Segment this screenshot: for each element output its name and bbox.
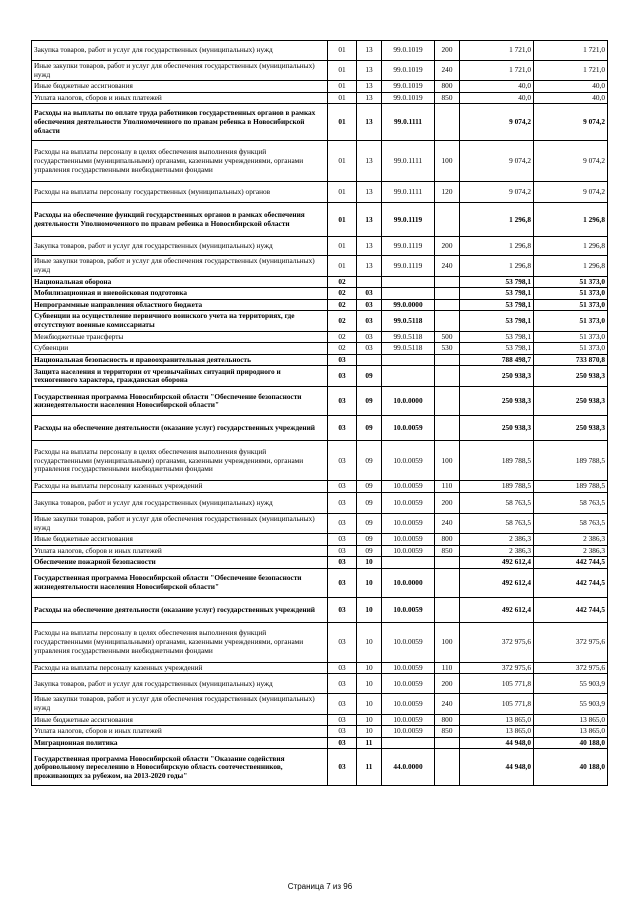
row-expense-type: 110: [435, 662, 460, 674]
row-amount-2: 55 903,9: [534, 674, 608, 694]
row-amount-1: 44 948,0: [460, 749, 534, 786]
row-target-code: [382, 354, 435, 366]
row-amount-2: 58 763,5: [534, 492, 608, 513]
table-row: [32, 311, 608, 331]
row-amount-2: 250 938,3: [534, 366, 608, 387]
row-expense-type: 500: [435, 331, 460, 343]
row-target-code: 10.0.0000: [382, 568, 435, 597]
row-target-code: 99.0.5118: [382, 343, 435, 355]
row-target-code: 99.0.1019: [382, 81, 435, 93]
row-subsection: [357, 276, 382, 288]
row-amount-2: 1 296,8: [534, 203, 608, 237]
row-amount-2: 733 870,8: [534, 354, 608, 366]
row-amount-1: 492 612,4: [460, 597, 534, 622]
row-target-code: 10.0.0059: [382, 726, 435, 738]
row-expense-type: 800: [435, 81, 460, 93]
row-subsection: 13: [357, 237, 382, 256]
row-section: 03: [328, 366, 357, 387]
row-name: Закупка товаров, работ и услуг для государственных (муниципальных) нужд: [32, 492, 328, 513]
table-row: [32, 256, 608, 276]
row-section: 03: [328, 545, 357, 557]
row-amount-2: 9 074,2: [534, 182, 608, 203]
row-target-code: 99.0.0000: [382, 299, 435, 311]
row-name: Непрограммные направления областного бюджета: [32, 299, 328, 311]
row-amount-1: 372 975,6: [460, 662, 534, 674]
row-target-code: 10.0.0059: [382, 714, 435, 726]
row-subsection: 13: [357, 61, 382, 81]
row-section: 01: [328, 141, 357, 182]
row-section: 02: [328, 299, 357, 311]
table-row: [32, 276, 608, 288]
row-subsection: 10: [357, 622, 382, 662]
row-target-code: 10.0.0059: [382, 597, 435, 622]
row-name: Расходы на выплаты персоналу казенных учреждений: [32, 662, 328, 674]
row-target-code: 10.0.0059: [382, 622, 435, 662]
row-subsection: 13: [357, 256, 382, 276]
row-subsection: 09: [357, 492, 382, 513]
row-amount-1: 1 721,0: [460, 41, 534, 61]
table-row: [32, 481, 608, 493]
row-amount-2: 51 373,0: [534, 343, 608, 355]
row-subsection: 10: [357, 694, 382, 714]
row-subsection: 09: [357, 534, 382, 546]
row-amount-1: 105 771,8: [460, 674, 534, 694]
row-amount-1: 2 386,3: [460, 534, 534, 546]
row-section: 01: [328, 104, 357, 141]
row-section: 03: [328, 714, 357, 726]
row-expense-type: 800: [435, 714, 460, 726]
row-amount-1: 1 296,8: [460, 237, 534, 256]
row-expense-type: 850: [435, 545, 460, 557]
row-name: Расходы на обеспечение деятельности (оказание услуг) государственных учреждений: [32, 416, 328, 441]
row-subsection: 09: [357, 416, 382, 441]
row-amount-2: 372 975,6: [534, 622, 608, 662]
table-row: [32, 92, 608, 104]
row-amount-2: 51 373,0: [534, 299, 608, 311]
table-row: [32, 674, 608, 694]
row-amount-1: 53 798,1: [460, 276, 534, 288]
row-subsection: 09: [357, 545, 382, 557]
row-amount-2: 40,0: [534, 92, 608, 104]
row-target-code: 10.0.0059: [382, 481, 435, 493]
row-subsection: 10: [357, 674, 382, 694]
table-row: [32, 387, 608, 416]
row-expense-type: [435, 203, 460, 237]
row-amount-1: 9 074,2: [460, 141, 534, 182]
table-row: [32, 545, 608, 557]
row-subsection: 11: [357, 749, 382, 786]
row-amount-2: 51 373,0: [534, 276, 608, 288]
row-target-code: 99.0.1119: [382, 203, 435, 237]
row-target-code: [382, 737, 435, 749]
table-row: [32, 416, 608, 441]
row-expense-type: [435, 354, 460, 366]
row-expense-type: [435, 557, 460, 569]
row-name: Закупка товаров, работ и услуг для государственных (муниципальных) нужд: [32, 41, 328, 61]
table-row: [32, 343, 608, 355]
row-expense-type: 850: [435, 726, 460, 738]
row-subsection: 13: [357, 81, 382, 93]
row-target-code: [382, 366, 435, 387]
row-amount-1: 1 296,8: [460, 203, 534, 237]
row-expense-type: 100: [435, 622, 460, 662]
table-row: [32, 81, 608, 93]
row-subsection: 10: [357, 568, 382, 597]
row-amount-2: 1 721,0: [534, 41, 608, 61]
row-name: Уплата налогов, сборов и иных платежей: [32, 92, 328, 104]
row-subsection: 13: [357, 92, 382, 104]
table-row: [32, 534, 608, 546]
table-row: [32, 597, 608, 622]
row-target-code: 10.0.0059: [382, 545, 435, 557]
row-subsection: 13: [357, 182, 382, 203]
row-expense-type: 240: [435, 256, 460, 276]
row-amount-2: 40 188,0: [534, 749, 608, 786]
row-section: 02: [328, 343, 357, 355]
row-expense-type: 800: [435, 534, 460, 546]
row-expense-type: [435, 104, 460, 141]
row-section: 01: [328, 61, 357, 81]
row-section: 02: [328, 311, 357, 331]
row-amount-1: 189 788,5: [460, 481, 534, 493]
row-amount-1: 40,0: [460, 81, 534, 93]
row-amount-2: 9 074,2: [534, 141, 608, 182]
row-amount-1: 58 763,5: [460, 492, 534, 513]
table-row: [32, 288, 608, 300]
row-expense-type: 100: [435, 141, 460, 182]
row-name: Обеспечение пожарной безопасности: [32, 557, 328, 569]
row-amount-1: 53 798,1: [460, 331, 534, 343]
row-amount-1: 58 763,5: [460, 513, 534, 533]
row-name: Национальная безопасность и правоохранительная деятельность: [32, 354, 328, 366]
row-name: Расходы на выплаты персоналу в целях обеспечения выполнения функций государственными (муниципальными) органами, казенными учреждениями, органами управления государственными внебюджетными фондами: [32, 441, 328, 481]
row-name: Национальная оборона: [32, 276, 328, 288]
table-row: [32, 366, 608, 387]
row-name: Государственная программа Новосибирской области "Оказание содействия добровольному переселению в Новосибирскую область соотечественников, проживающих за рубежом, на 2013-2020 годы": [32, 749, 328, 786]
row-expense-type: [435, 288, 460, 300]
row-target-code: 99.0.1111: [382, 104, 435, 141]
row-amount-1: 2 386,3: [460, 545, 534, 557]
row-amount-2: 51 373,0: [534, 311, 608, 331]
row-section: 03: [328, 694, 357, 714]
table-row: [32, 622, 608, 662]
row-section: 03: [328, 674, 357, 694]
row-name: Расходы на выплаты персоналу государственных (муниципальных) органов: [32, 182, 328, 203]
row-amount-1: 9 074,2: [460, 182, 534, 203]
table-row: [32, 203, 608, 237]
row-expense-type: [435, 299, 460, 311]
row-amount-2: 40,0: [534, 81, 608, 93]
row-target-code: 99.0.1111: [382, 141, 435, 182]
page-footer: Страница 7 из 96: [287, 882, 353, 891]
row-subsection: 09: [357, 441, 382, 481]
row-expense-type: 240: [435, 61, 460, 81]
row-name: Уплата налогов, сборов и иных платежей: [32, 545, 328, 557]
row-target-code: 99.0.1119: [382, 256, 435, 276]
table-row: [32, 141, 608, 182]
row-amount-2: 442 744,5: [534, 568, 608, 597]
row-section: 03: [328, 534, 357, 546]
row-section: 03: [328, 726, 357, 738]
row-section: 02: [328, 288, 357, 300]
row-target-code: [382, 557, 435, 569]
row-section: 03: [328, 737, 357, 749]
row-expense-type: [435, 311, 460, 331]
row-expense-type: 200: [435, 237, 460, 256]
row-expense-type: [435, 737, 460, 749]
row-amount-1: 53 798,1: [460, 299, 534, 311]
row-amount-2: 2 386,3: [534, 534, 608, 546]
row-target-code: 10.0.0059: [382, 662, 435, 674]
row-subsection: 03: [357, 331, 382, 343]
row-subsection: 10: [357, 662, 382, 674]
row-subsection: 13: [357, 41, 382, 61]
row-section: 01: [328, 41, 357, 61]
row-section: 03: [328, 441, 357, 481]
row-name: Уплата налогов, сборов и иных платежей: [32, 726, 328, 738]
table-row: [32, 662, 608, 674]
row-section: 03: [328, 568, 357, 597]
row-target-code: [382, 276, 435, 288]
row-name: Закупка товаров, работ и услуг для государственных (муниципальных) нужд: [32, 674, 328, 694]
row-subsection: 13: [357, 203, 382, 237]
row-amount-1: 372 975,6: [460, 622, 534, 662]
row-name: Иные бюджетные ассигнования: [32, 81, 328, 93]
row-amount-1: 40,0: [460, 92, 534, 104]
row-target-code: 99.0.1019: [382, 41, 435, 61]
row-name: Государственная программа Новосибирской области "Обеспечение безопасности жизнедеятельности населения Новосибирской области": [32, 387, 328, 416]
row-target-code: 10.0.0059: [382, 513, 435, 533]
row-section: 03: [328, 597, 357, 622]
row-name: Субвенции: [32, 343, 328, 355]
table-row: [32, 568, 608, 597]
row-subsection: 03: [357, 311, 382, 331]
row-expense-type: [435, 387, 460, 416]
row-target-code: 10.0.0059: [382, 492, 435, 513]
row-amount-2: 442 744,5: [534, 597, 608, 622]
row-amount-1: 189 788,5: [460, 441, 534, 481]
row-amount-2: 189 788,5: [534, 441, 608, 481]
row-amount-2: 40 188,0: [534, 737, 608, 749]
row-section: 01: [328, 81, 357, 93]
row-target-code: 99.0.1019: [382, 92, 435, 104]
row-section: 03: [328, 354, 357, 366]
budget-table: [31, 40, 608, 786]
row-expense-type: [435, 749, 460, 786]
table-row: [32, 182, 608, 203]
table-row: [32, 513, 608, 533]
row-section: 01: [328, 237, 357, 256]
row-target-code: 10.0.0059: [382, 694, 435, 714]
row-amount-1: 53 798,1: [460, 311, 534, 331]
row-section: 01: [328, 256, 357, 276]
row-target-code: 99.0.1111: [382, 182, 435, 203]
row-expense-type: [435, 597, 460, 622]
row-target-code: 10.0.0059: [382, 416, 435, 441]
row-amount-2: 58 763,5: [534, 513, 608, 533]
row-section: 01: [328, 182, 357, 203]
row-subsection: 13: [357, 141, 382, 182]
row-section: 03: [328, 557, 357, 569]
row-name: Иные закупки товаров, работ и услуг для обеспечения государственных (муниципальных) нужд: [32, 61, 328, 81]
row-name: Межбюджетные трансферты: [32, 331, 328, 343]
row-name: Миграционная политика: [32, 737, 328, 749]
budget-table-body: [32, 41, 608, 786]
row-name: Расходы на обеспечение функций государственных органов в рамках обеспечения деятельности Уполномоченного по правам ребенка в Новосибирской области: [32, 203, 328, 237]
row-name: Расходы на выплаты по оплате труда работников государственных органов в рамках обеспечения деятельности Уполномоченного по правам ребенка в Новосибирской области: [32, 104, 328, 141]
row-amount-2: 250 938,3: [534, 387, 608, 416]
row-section: 02: [328, 331, 357, 343]
row-expense-type: 200: [435, 674, 460, 694]
row-expense-type: [435, 276, 460, 288]
row-target-code: 10.0.0059: [382, 674, 435, 694]
row-subsection: 11: [357, 737, 382, 749]
row-section: 03: [328, 749, 357, 786]
row-amount-2: 13 865,0: [534, 714, 608, 726]
table-row: [32, 354, 608, 366]
table-row: [32, 441, 608, 481]
row-expense-type: 100: [435, 441, 460, 481]
row-amount-1: 1 721,0: [460, 61, 534, 81]
table-row: [32, 331, 608, 343]
row-amount-1: 492 612,4: [460, 557, 534, 569]
row-subsection: 03: [357, 299, 382, 311]
row-expense-type: 240: [435, 694, 460, 714]
row-expense-type: 200: [435, 492, 460, 513]
table-row: [32, 41, 608, 61]
row-subsection: 09: [357, 481, 382, 493]
row-subsection: 09: [357, 513, 382, 533]
row-target-code: 99.0.1119: [382, 237, 435, 256]
row-name: Иные бюджетные ассигнования: [32, 714, 328, 726]
table-row: [32, 749, 608, 786]
row-subsection: 03: [357, 288, 382, 300]
row-section: 03: [328, 622, 357, 662]
row-amount-1: 1 296,8: [460, 256, 534, 276]
row-expense-type: [435, 416, 460, 441]
row-target-code: 10.0.0059: [382, 534, 435, 546]
table-row: [32, 557, 608, 569]
row-amount-1: 250 938,3: [460, 416, 534, 441]
row-section: 01: [328, 92, 357, 104]
row-expense-type: 850: [435, 92, 460, 104]
row-amount-2: 55 903,9: [534, 694, 608, 714]
row-target-code: 44.0.0000: [382, 749, 435, 786]
row-name: Защита населения и территории от чрезвычайных ситуаций природного и техногенного характера, гражданская оборона: [32, 366, 328, 387]
row-amount-2: 51 373,0: [534, 331, 608, 343]
row-subsection: 13: [357, 104, 382, 141]
row-section: 03: [328, 481, 357, 493]
row-expense-type: 240: [435, 513, 460, 533]
row-amount-2: 1 296,8: [534, 237, 608, 256]
row-amount-1: 53 798,1: [460, 343, 534, 355]
table-row: [32, 714, 608, 726]
row-amount-1: 250 938,3: [460, 387, 534, 416]
row-expense-type: 530: [435, 343, 460, 355]
table-row: [32, 61, 608, 81]
table-row: [32, 104, 608, 141]
row-section: 03: [328, 492, 357, 513]
row-amount-1: 13 865,0: [460, 726, 534, 738]
row-amount-1: 788 498,7: [460, 354, 534, 366]
row-name: Государственная программа Новосибирской области "Обеспечение безопасности жизнедеятельности населения Новосибирской области": [32, 568, 328, 597]
row-subsection: 09: [357, 387, 382, 416]
table-row: [32, 694, 608, 714]
row-name: Иные бюджетные ассигнования: [32, 534, 328, 546]
table-row: [32, 726, 608, 738]
row-amount-1: 250 938,3: [460, 366, 534, 387]
row-name: Расходы на выплаты персоналу в целях обеспечения выполнения функций государственными (муниципальными) органами, казенными учреждениями, органами управления государственными внебюджетными фондами: [32, 622, 328, 662]
row-amount-2: 1 296,8: [534, 256, 608, 276]
row-amount-2: 1 721,0: [534, 61, 608, 81]
row-section: 03: [328, 662, 357, 674]
row-name: Иные закупки товаров, работ и услуг для обеспечения государственных (муниципальных) нужд: [32, 513, 328, 533]
row-amount-2: 442 744,5: [534, 557, 608, 569]
row-section: 02: [328, 276, 357, 288]
row-subsection: 10: [357, 726, 382, 738]
row-name: Расходы на обеспечение деятельности (оказание услуг) государственных учреждений: [32, 597, 328, 622]
row-amount-2: 2 386,3: [534, 545, 608, 557]
row-target-code: 99.0.5118: [382, 331, 435, 343]
row-section: 03: [328, 513, 357, 533]
row-subsection: 10: [357, 597, 382, 622]
row-amount-2: 13 865,0: [534, 726, 608, 738]
row-target-code: 10.0.0059: [382, 441, 435, 481]
row-expense-type: [435, 366, 460, 387]
row-expense-type: 200: [435, 41, 460, 61]
row-subsection: 03: [357, 343, 382, 355]
row-amount-2: 372 975,6: [534, 662, 608, 674]
row-expense-type: [435, 568, 460, 597]
row-target-code: 99.0.5118: [382, 311, 435, 331]
row-amount-1: 44 948,0: [460, 737, 534, 749]
table-row: [32, 737, 608, 749]
row-amount-1: 492 612,4: [460, 568, 534, 597]
row-section: 03: [328, 416, 357, 441]
row-name: Иные закупки товаров, работ и услуг для обеспечения государственных (муниципальных) нужд: [32, 694, 328, 714]
table-row: [32, 492, 608, 513]
row-target-code: 10.0.0000: [382, 387, 435, 416]
row-expense-type: 110: [435, 481, 460, 493]
table-row: [32, 237, 608, 256]
row-subsection: 10: [357, 714, 382, 726]
row-section: 03: [328, 387, 357, 416]
row-amount-1: 9 074,2: [460, 104, 534, 141]
row-name: Расходы на выплаты персоналу казенных учреждений: [32, 481, 328, 493]
row-section: 01: [328, 203, 357, 237]
row-amount-1: 53 798,1: [460, 288, 534, 300]
row-subsection: [357, 354, 382, 366]
row-name: Расходы на выплаты персоналу в целях обеспечения выполнения функций государственными (муниципальными) органами, казенными учреждениями, органами управления государственными внебюджетными фондами: [32, 141, 328, 182]
row-subsection: 10: [357, 557, 382, 569]
row-target-code: 99.0.1019: [382, 61, 435, 81]
row-amount-2: 51 373,0: [534, 288, 608, 300]
row-name: Иные закупки товаров, работ и услуг для обеспечения государственных (муниципальных) нужд: [32, 256, 328, 276]
row-subsection: 09: [357, 366, 382, 387]
row-name: Закупка товаров, работ и услуг для государственных (муниципальных) нужд: [32, 237, 328, 256]
row-name: Мобилизационная и вневойсковая подготовка: [32, 288, 328, 300]
row-amount-1: 13 865,0: [460, 714, 534, 726]
table-row: [32, 299, 608, 311]
row-amount-2: 250 938,3: [534, 416, 608, 441]
row-amount-1: 105 771,8: [460, 694, 534, 714]
row-name: Субвенции на осуществление первичного воинского учета на территориях, где отсутствуют военные комиссариаты: [32, 311, 328, 331]
row-expense-type: 120: [435, 182, 460, 203]
row-amount-2: 189 788,5: [534, 481, 608, 493]
row-target-code: [382, 288, 435, 300]
row-amount-2: 9 074,2: [534, 104, 608, 141]
